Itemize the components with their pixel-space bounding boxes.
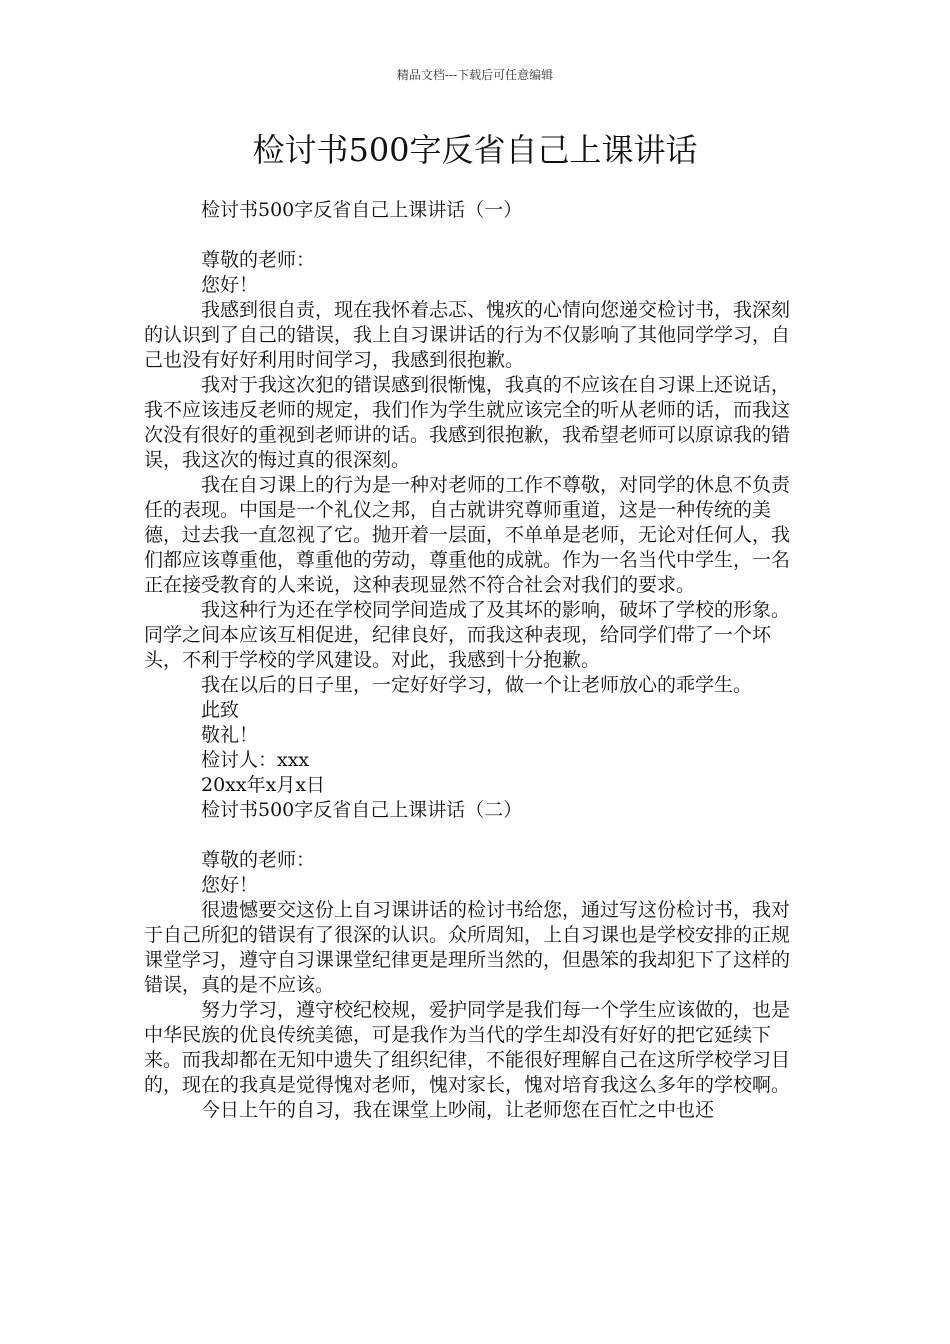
closing-line-2: 敬礼！: [201, 724, 259, 746]
paragraph: 我感到很自责，现在我怀着忐忑、愧疚的心情向您递交检讨书，我深刻的认识到了自己的错误，我上自习课讲话的行为不仅影响了其他同学学习，自己也没有好好利用时间学习，我感到很抱歉。: [144, 299, 791, 371]
salutation-1: 尊敬的老师：: [201, 249, 316, 271]
page-header: 精品文档---下载后可任意编辑: [396, 68, 554, 82]
date: 20xx年x月x日: [201, 774, 326, 796]
section-heading-1: 检讨书500字反省自己上课讲话（一）: [201, 199, 523, 221]
blank-line: [144, 223, 808, 248]
paragraph: 我在自习课上的行为是一种对老师的工作不尊敬，对同学的休息不负责任的表现。中国是一个礼仪之邦，自古就讲究尊师重道，这是一种传统的美德，过去我一直忽视了它。抛开着一层面，不单单是老师，无论对任何人，我们都应该尊重他，尊重他的劳动，尊重他的成就。作为一名当代中学生，一名正在接受教育的人来说，这种表现显然不符合社会对我们的要求。: [144, 474, 791, 596]
greeting-1: 您好！: [201, 274, 259, 296]
section-heading-2: 检讨书500字反省自己上课讲话（二）: [201, 799, 523, 821]
signer: 检讨人：xxx: [201, 749, 310, 771]
paragraph: 很遗憾要交这份上自习课讲话的检讨书给您，通过写这份检讨书，我对于自己所犯的错误有了很深的认识。众所周知，上自习课也是学校安排的正规课堂学习，遵守自习课课堂纪律更是理所当然的，但愚笨的我却犯下了这样的错误，真的是不应该。: [144, 899, 791, 996]
salutation-2: 尊敬的老师：: [201, 849, 316, 871]
paragraph: 努力学习，遵守校纪校规，爱护同学是我们每一个学生应该做的，也是中华民族的优良传统美德，可是我作为当代的学生却没有好好的把它延续下来。而我却都在无知中遗失了组织纪律，不能很好理解自己在这所学校学习目的，现在的我真是觉得愧对老师，愧对家长，愧对培育我这么多年的学校啊。: [144, 999, 791, 1096]
paragraph: 我这种行为还在学校同学间造成了及其坏的影响，破坏了学校的形象。同学之间本应该互相促进，纪律良好，而我这种表现，给同学们带了一个坏头，不利于学校的学风建设。对此，我感到十分抱歉。: [144, 599, 791, 671]
blank-line: [144, 823, 808, 848]
paragraph: 今日上午的自习，我在课堂上吵闹，让老师您在百忙之中也还: [201, 1099, 715, 1121]
paragraph: 我对于我这次犯的错误感到很惭愧，我真的不应该在自习课上还说话，我不应该违反老师的规定，我们作为学生就应该完全的听从老师的话，而我这次没有很好的重视到老师讲的话。我感到很抱歉，我希望老师可以原谅我的错误，我这次的悔过真的很深刻。: [144, 374, 791, 471]
greeting-2: 您好！: [201, 874, 259, 896]
document-title: 检讨书500字反省自己上课讲话: [252, 131, 698, 169]
paragraph: 我在以后的日子里，一定好好学习，做一个让老师放心的乖学生。: [201, 674, 753, 696]
document-body: [144, 198, 808, 1123]
closing-line-1: 此致: [201, 699, 240, 721]
